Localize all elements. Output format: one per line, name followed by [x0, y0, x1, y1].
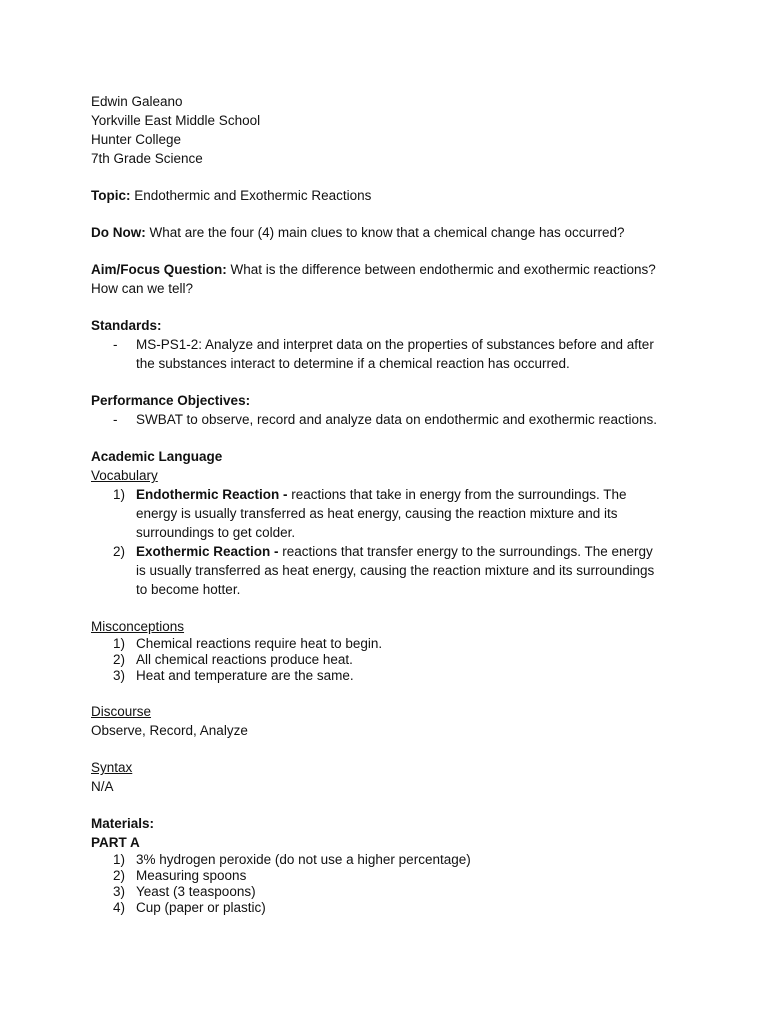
list-item — [91, 652, 691, 668]
vocab-term: Endothermic Reaction - — [136, 487, 288, 502]
standards-item — [91, 335, 691, 373]
academic-language-heading: Academic Language — [91, 449, 223, 464]
list-number: 1) — [113, 636, 126, 651]
misconceptions-heading: Misconceptions — [91, 619, 185, 634]
list-item — [91, 852, 691, 868]
part-a-heading: PART A — [91, 835, 140, 850]
syntax-heading: Syntax — [91, 760, 133, 775]
aim-text-2: How can we tell? — [91, 281, 194, 296]
standards-heading: Standards: — [91, 318, 162, 333]
discourse-text: Observe, Record, Analyze — [91, 723, 248, 738]
material-text: 3% hydrogen peroxide (do not use a higher percentage) — [136, 852, 471, 867]
misconception-text: All chemical reactions produce heat. — [136, 652, 353, 667]
dash-bullet: - — [113, 412, 118, 427]
school-name: Yorkville East Middle School — [91, 113, 261, 128]
aim-line — [91, 260, 691, 279]
misconception-text: Chemical reactions require heat to begin. — [136, 636, 383, 651]
topic-label: Topic: — [91, 188, 131, 203]
topic-line — [91, 186, 691, 205]
topic-text: Endothermic and Exothermic Reactions — [134, 188, 372, 203]
list-item — [91, 868, 691, 884]
list-item — [91, 636, 691, 652]
list-number: 2) — [113, 868, 126, 883]
objectives-heading: Performance Objectives: — [91, 393, 251, 408]
college-name: Hunter College — [91, 132, 182, 147]
material-text: Measuring spoons — [136, 868, 247, 883]
teacher-name: Edwin Galeano — [91, 94, 183, 109]
vocab-def-3: surroundings to get colder. — [136, 525, 296, 540]
objectives-text: SWBAT to observe, record and analyze data on endothermic and exothermic reactions. — [136, 412, 658, 427]
do-now-line — [91, 223, 691, 242]
syntax-text: N/A — [91, 779, 114, 794]
misconception-text: Heat and temperature are the same. — [136, 668, 354, 683]
dash-bullet: - — [113, 337, 118, 352]
list-number: 2) — [113, 544, 126, 559]
vocab-def-1: reactions that take in energy from the surroundings. The — [287, 487, 627, 502]
vocab-item — [91, 485, 691, 542]
list-item — [91, 900, 691, 916]
vocab-term: Exothermic Reaction - — [136, 544, 279, 559]
vocab-def-3: to become hotter. — [136, 582, 241, 597]
material-text: Cup (paper or plastic) — [136, 900, 266, 915]
list-number: 3) — [113, 884, 126, 899]
list-number: 4) — [113, 900, 126, 915]
vocab-def-2: energy is usually transferred as heat energy, causing the reaction mixture and its — [136, 506, 618, 521]
material-text: Yeast (3 teaspoons) — [136, 884, 256, 899]
list-number: 3) — [113, 668, 126, 683]
discourse-heading: Discourse — [91, 704, 152, 719]
vocabulary-heading: Vocabulary — [91, 468, 158, 483]
do-now-label: Do Now: — [91, 225, 146, 240]
materials-heading: Materials: — [91, 816, 155, 831]
list-item — [91, 884, 691, 900]
course-name: 7th Grade Science — [91, 151, 203, 166]
objectives-item — [91, 410, 691, 429]
do-now-text: What are the four (4) main clues to know that a chemical change has occurred? — [149, 225, 625, 240]
vocab-item — [91, 542, 691, 599]
list-number: 1) — [113, 487, 126, 502]
aim-text-1: What is the difference between endothermic and exothermic reactions? — [230, 262, 656, 277]
standards-text-1: MS-PS1-2: Analyze and interpret data on the properties of substances before and after — [136, 337, 654, 352]
vocab-def-1: reactions that transfer energy to the surroundings. The energy — [278, 544, 653, 559]
standards-text-2: the substances interact to determine if a chemical reaction has occurred. — [136, 356, 570, 371]
aim-label: Aim/Focus Question: — [91, 262, 227, 277]
vocab-def-2: is usually transferred as heat energy, causing the reaction mixture and its surroundings — [136, 563, 655, 578]
list-number: 1) — [113, 852, 126, 867]
list-item — [91, 668, 691, 684]
list-number: 2) — [113, 652, 126, 667]
lesson-plan-document — [91, 92, 691, 916]
